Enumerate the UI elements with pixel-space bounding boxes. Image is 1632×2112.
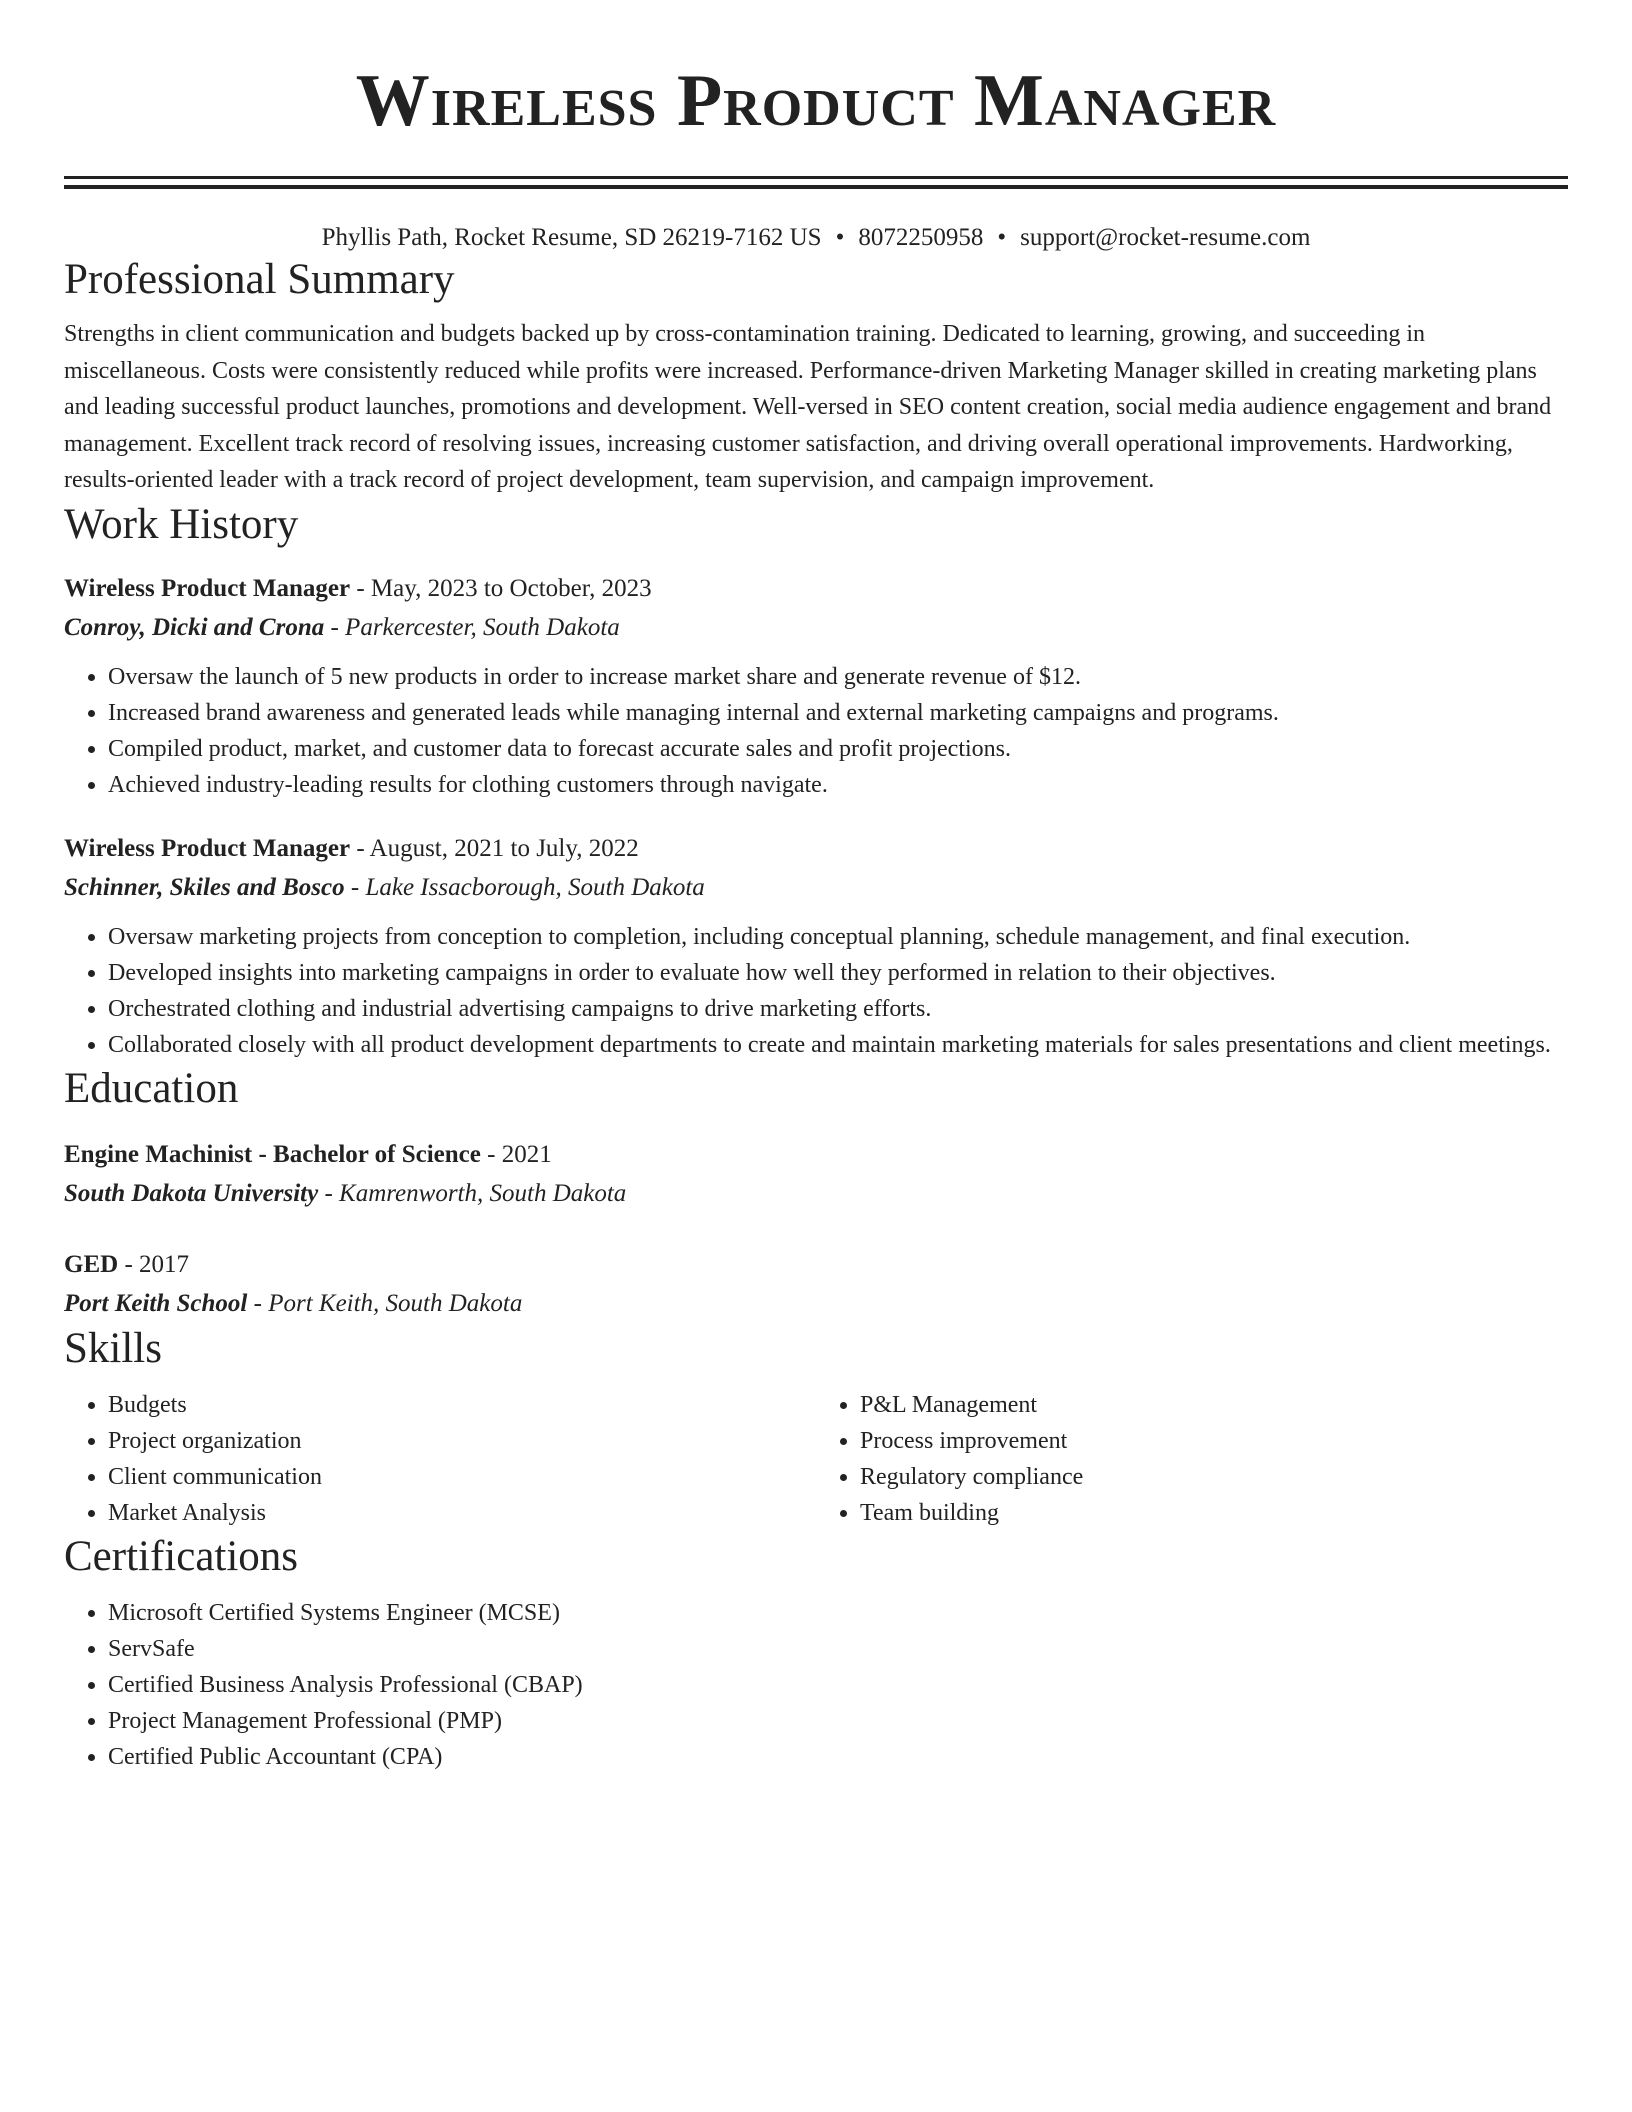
education-heading: Education [64, 1064, 239, 1112]
education-degree-line [64, 1245, 1568, 1284]
education-school: South Dakota University [64, 1179, 319, 1207]
certification-item: • Microsoft Certified Systems Engineer (MCSE) [108, 1595, 1568, 1631]
contact-address: Phyllis Path, Rocket Resume, SD 26219-7162 US [321, 224, 822, 251]
list-item: • Oversaw marketing projects from conception to completion, including conceptual planning, schedule management, and final execution. [108, 919, 1568, 955]
certification-item: • ServSafe [108, 1631, 1568, 1667]
skill-item: • Project organization [108, 1423, 816, 1459]
education-location: - Port Keith, South Dakota [247, 1289, 523, 1317]
job-location: - Lake Issacborough, South Dakota [344, 873, 705, 901]
education-school-line [64, 1284, 1568, 1323]
summary-heading: Professional Summary [64, 256, 455, 303]
summary-text: Strengths in client communication and budgets backed up by cross-contamination training. Dedicated to learning, growing, and succeeding in miscellaneous. Costs were consistently reduced while profits were increased. Performance-driven Marketing Manager skilled in creating marketing plans and leading successful product launches, promotions and development. Well-versed in SEO content creation, social media audience engagement and brand management. Excellent track record of resolving issues, increasing customer satisfaction, and driving overall operational improvements. Hardworking, results-oriented leader with a track record of project development, team supervision, and campaign improvement. [64, 321, 1552, 493]
job-bullets [64, 659, 1568, 803]
job-company: Schinner, Skiles and Bosco [64, 873, 345, 901]
job-company: Conroy, Dicki and Crona [64, 613, 325, 641]
header-divider [64, 176, 1568, 189]
job-title: Wireless Product Manager [64, 574, 351, 602]
job-entry [64, 569, 1568, 803]
work-history-heading: Work History [64, 500, 299, 548]
skill-item: • Process improvement [860, 1423, 1568, 1459]
job-title-line [64, 569, 1568, 608]
skill-item: • Budgets [108, 1387, 816, 1423]
list-item: • Collaborated closely with all product development departments to create and maintain marketing materials for sales presentations and client meetings. [108, 1027, 1568, 1063]
list-item: • Achieved industry-leading results for clothing customers through navigate. [108, 767, 1568, 803]
skill-item: • P&L Management [860, 1387, 1568, 1423]
list-item: • Developed insights into marketing campaigns in order to evaluate how well they performed in relation to their objectives. [108, 955, 1568, 991]
job-dates: - August, 2021 to July, 2022 [350, 834, 639, 862]
education-year: - 2021 [480, 1140, 552, 1168]
skill-item: • Team building [860, 1495, 1568, 1531]
list-item: • Oversaw the launch of 5 new products in order to increase market share and generate revenue of $12. [108, 659, 1568, 695]
certification-item: • Certified Public Accountant (CPA) [108, 1739, 1568, 1775]
job-company-line [64, 868, 1568, 907]
skills-list-left [64, 1387, 816, 1531]
list-item: • Compiled product, market, and customer data to forecast accurate sales and profit projections. [108, 731, 1568, 767]
certification-item: • Certified Business Analysis Professional (CBAP) [108, 1667, 1568, 1703]
certification-item: • Project Management Professional (PMP) [108, 1703, 1568, 1739]
education-school-line [64, 1174, 1568, 1213]
job-location: - Parkercester, South Dakota [324, 613, 620, 641]
certifications-heading: Certifications [64, 1532, 299, 1580]
job-company-line [64, 608, 1568, 647]
education-degree: GED [64, 1250, 119, 1278]
education-entry [64, 1135, 1568, 1213]
education-entry [64, 1245, 1568, 1323]
contact-phone: 8072250958 [858, 224, 984, 251]
resume-name: Wireless Product Manager [355, 60, 1277, 142]
education-degree: Engine Machinist - Bachelor of Science [64, 1140, 481, 1168]
education-school: Port Keith School [64, 1289, 248, 1317]
list-item: • Orchestrated clothing and industrial advertising campaigns to drive marketing efforts. [108, 991, 1568, 1027]
skills-heading: Skills [64, 1324, 162, 1372]
skills-list-right [816, 1387, 1568, 1531]
education-location: - Kamrenworth, South Dakota [318, 1179, 627, 1207]
contact-email: support@rocket-resume.com [1020, 224, 1311, 251]
job-dates: - May, 2023 to October, 2023 [350, 574, 652, 602]
job-title: Wireless Product Manager [64, 834, 351, 862]
skill-item: • Client communication [108, 1459, 816, 1495]
contact-line [64, 222, 1568, 254]
contact-separator: • [997, 224, 1007, 251]
certifications-list [64, 1595, 1568, 1775]
list-item: • Increased brand awareness and generated leads while managing internal and external marketing campaigns and programs. [108, 695, 1568, 731]
skill-item: • Market Analysis [108, 1495, 816, 1531]
job-bullets [64, 919, 1568, 1063]
education-degree-line [64, 1135, 1568, 1174]
job-entry [64, 829, 1568, 1063]
skill-item: • Regulatory compliance [860, 1459, 1568, 1495]
contact-separator: • [835, 224, 845, 251]
education-year: - 2017 [118, 1250, 190, 1278]
skills-grid [64, 1387, 1568, 1531]
job-title-line [64, 829, 1568, 868]
